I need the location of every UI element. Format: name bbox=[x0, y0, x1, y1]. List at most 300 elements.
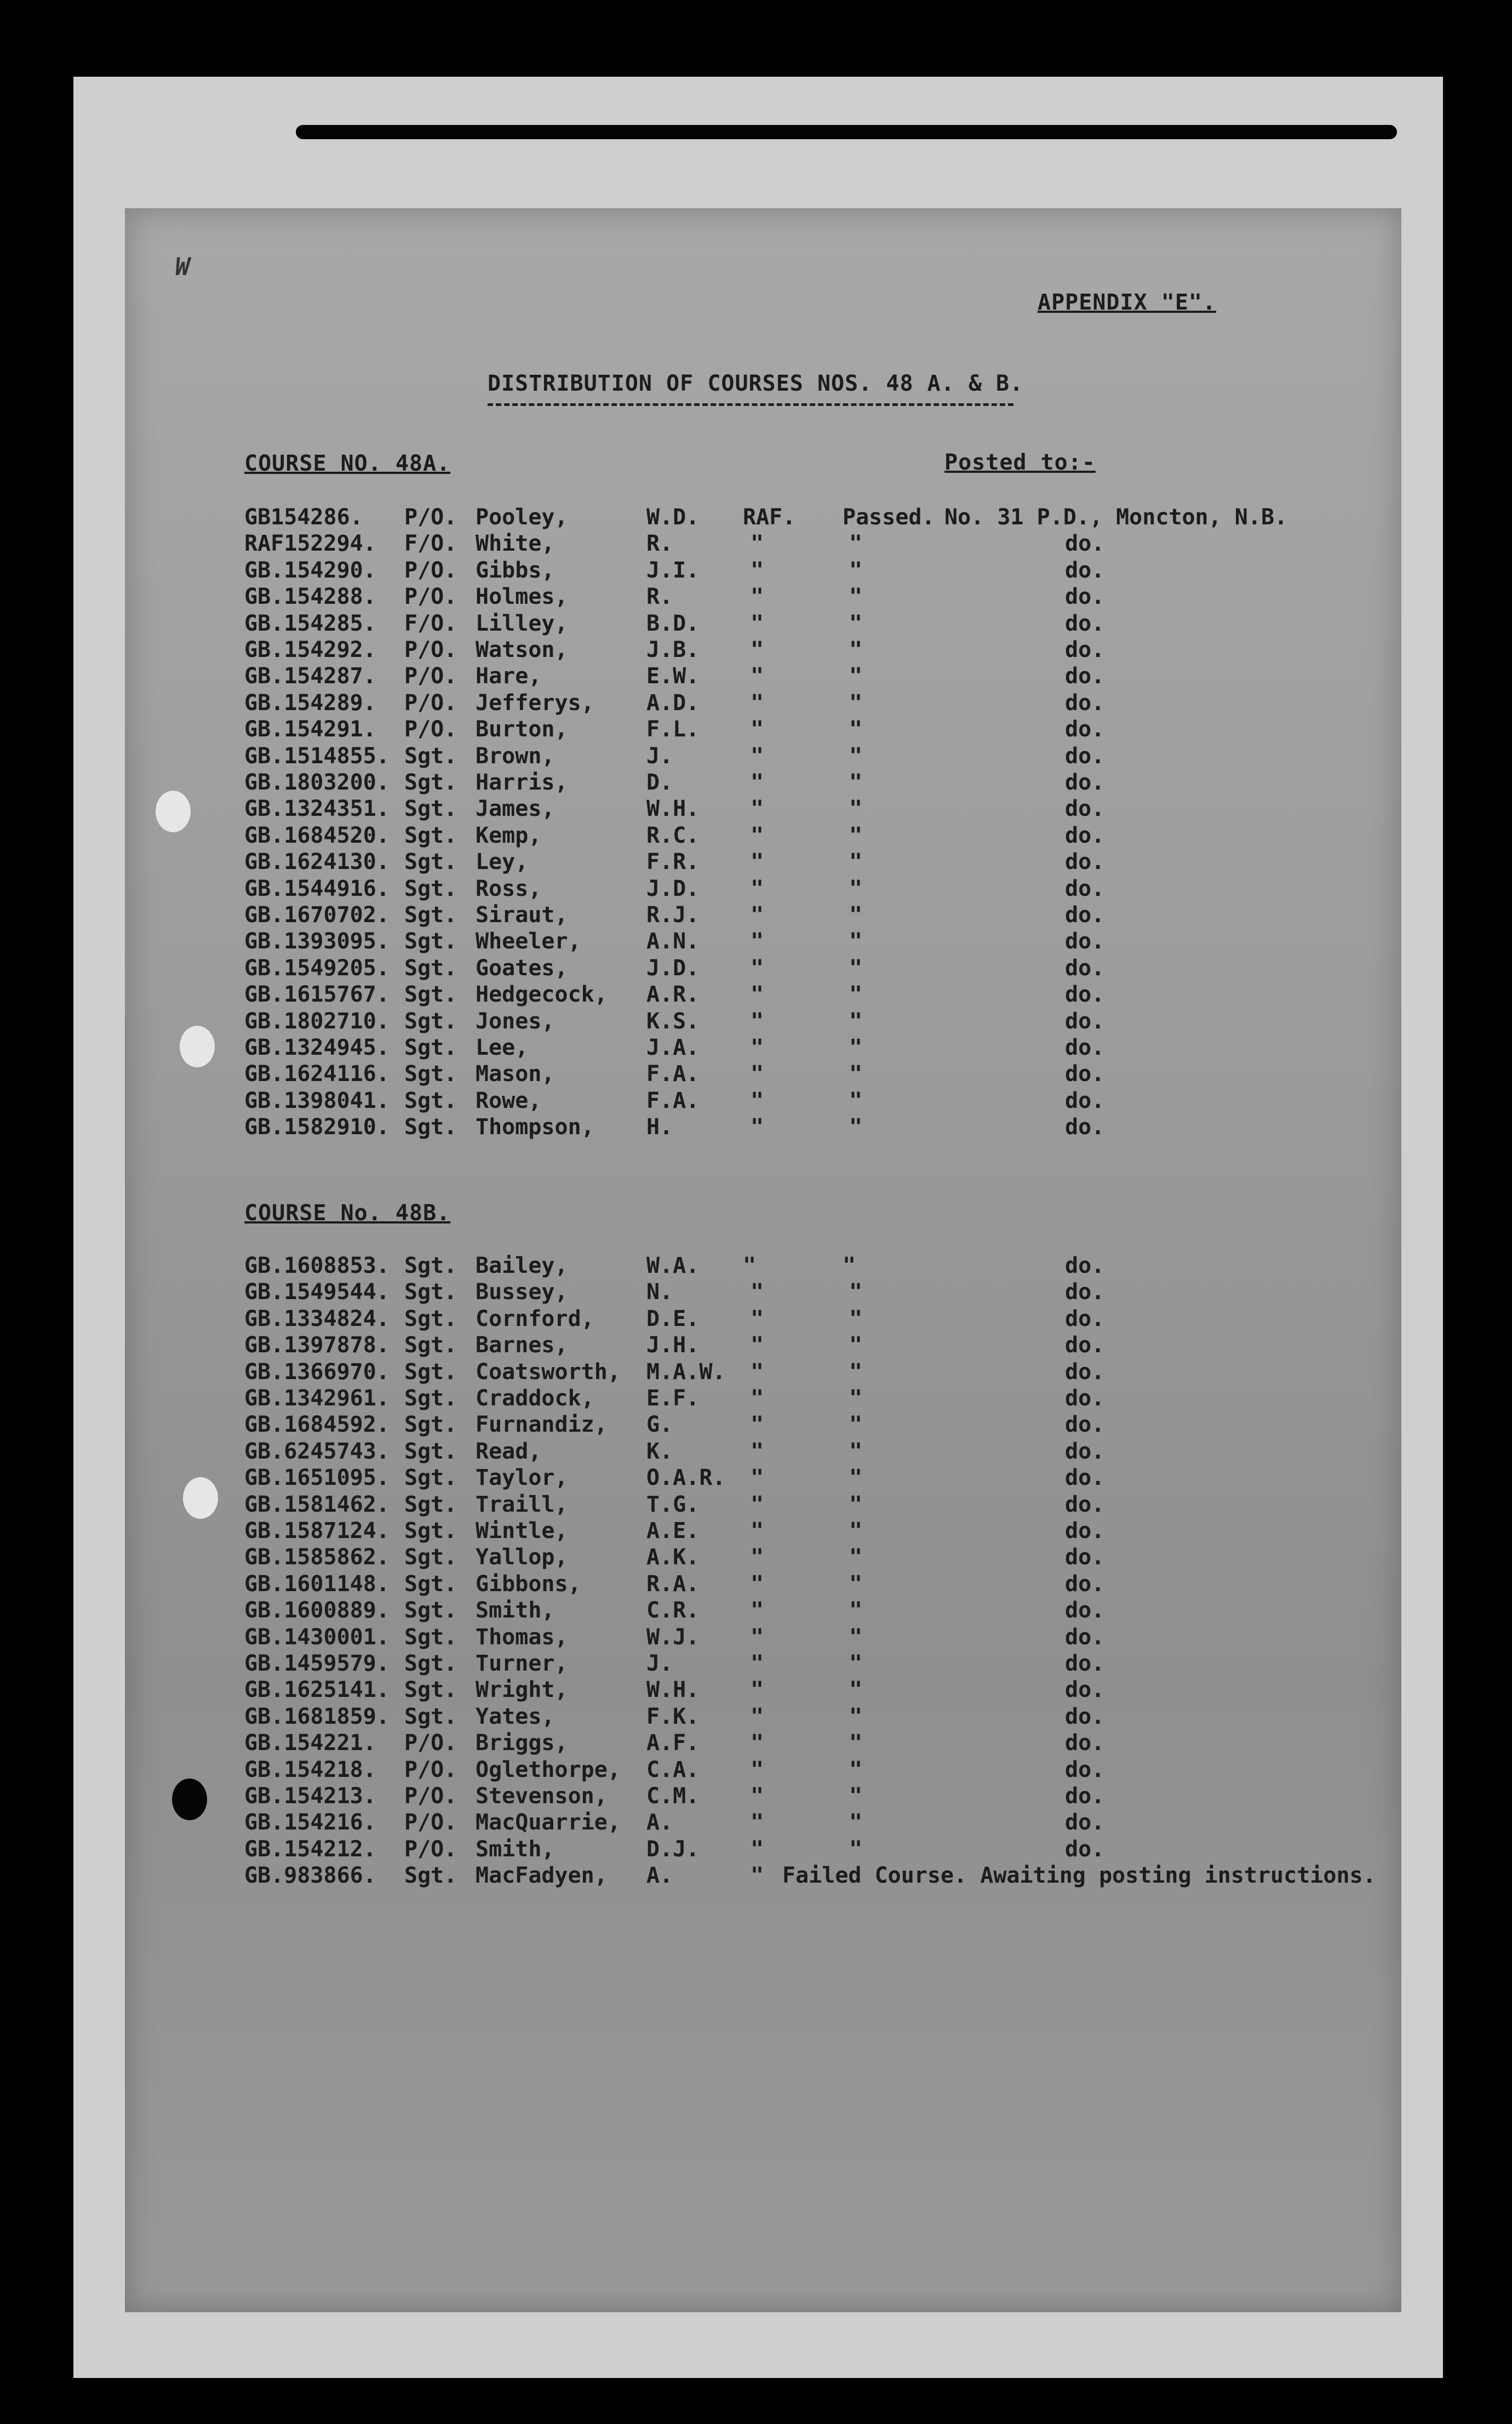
initials-cell: R.J. bbox=[646, 902, 700, 928]
service-cell: " bbox=[751, 584, 764, 610]
name-cell: Furnandiz, bbox=[476, 1412, 608, 1438]
result-cell: " bbox=[849, 1114, 863, 1140]
posted-cell: do. bbox=[1065, 902, 1105, 928]
rank-cell: Sgt. bbox=[404, 849, 457, 875]
result-cell: " bbox=[849, 743, 863, 769]
service-cell: " bbox=[751, 982, 764, 1008]
table-row bbox=[125, 1359, 1401, 1385]
name-cell: Smith, bbox=[476, 1598, 555, 1623]
service-number: GB.1549205. bbox=[244, 955, 390, 981]
name-cell: Yallop, bbox=[476, 1545, 568, 1570]
service-number: GB.1651095. bbox=[244, 1465, 390, 1491]
posted-cell: do. bbox=[1065, 1545, 1105, 1570]
table-row bbox=[125, 1279, 1401, 1305]
result-cell: " bbox=[849, 1783, 863, 1809]
initials-cell: A.F. bbox=[646, 1730, 700, 1756]
posted-cell: do. bbox=[1065, 637, 1105, 662]
initials-cell: A.D. bbox=[646, 690, 700, 716]
result-cell: " bbox=[849, 876, 863, 901]
posted-cell: do. bbox=[1065, 1253, 1105, 1278]
posted-cell: do. bbox=[1065, 1651, 1105, 1676]
service-cell: " bbox=[751, 1491, 764, 1517]
posted-cell: do. bbox=[1065, 1438, 1105, 1464]
posted-cell: do. bbox=[1065, 1757, 1105, 1782]
failed-row bbox=[125, 1862, 1401, 1889]
table-row bbox=[125, 928, 1401, 954]
result-cell: " bbox=[849, 1836, 863, 1862]
result-cell: " bbox=[849, 664, 863, 689]
document-page bbox=[125, 208, 1401, 2312]
name-cell: Holmes, bbox=[476, 584, 568, 610]
service-number: GB.1430001. bbox=[244, 1624, 390, 1650]
service-number: GB.1544916. bbox=[244, 876, 390, 901]
table-row bbox=[125, 822, 1401, 849]
table-row bbox=[125, 1385, 1401, 1411]
service-number: GB.154221. bbox=[244, 1730, 376, 1756]
posted-cell: do. bbox=[1065, 1412, 1105, 1438]
initials-cell: A.E. bbox=[646, 1518, 700, 1543]
table-row bbox=[125, 743, 1401, 769]
service-cell: " bbox=[751, 664, 764, 689]
result-cell: " bbox=[849, 717, 863, 742]
title-underline bbox=[488, 403, 1013, 406]
name-cell: Turner, bbox=[476, 1651, 568, 1676]
table-row bbox=[125, 610, 1401, 637]
posted-cell: do. bbox=[1065, 717, 1105, 742]
result-cell: " bbox=[849, 1757, 863, 1782]
result-cell: " bbox=[849, 1359, 863, 1385]
posted-cell: do. bbox=[1065, 1306, 1105, 1331]
initials-cell: G. bbox=[646, 1412, 673, 1438]
table-row bbox=[125, 1061, 1401, 1087]
name-cell: Siraut, bbox=[476, 902, 568, 928]
rank-cell: Sgt. bbox=[404, 743, 457, 769]
result-cell: " bbox=[849, 796, 863, 822]
service-cell: " bbox=[743, 1253, 757, 1278]
posted-cell: do. bbox=[1065, 1491, 1105, 1517]
table-row bbox=[125, 504, 1401, 530]
posted-cell: do. bbox=[1065, 1279, 1105, 1305]
table-row bbox=[125, 637, 1401, 663]
name-cell: Mason, bbox=[476, 1061, 555, 1087]
initials-cell: M.A.W. bbox=[646, 1359, 726, 1385]
service-cell: " bbox=[751, 717, 764, 742]
service-cell: " bbox=[751, 743, 764, 769]
name-cell: Thomas, bbox=[476, 1624, 568, 1650]
remark-cell: Failed Course. Awaiting posting instructions. bbox=[782, 1863, 1376, 1889]
posted-cell: do. bbox=[1065, 1008, 1105, 1034]
service-number: GB.1601148. bbox=[244, 1571, 390, 1597]
service-cell: " bbox=[751, 1571, 764, 1597]
initials-cell: J.A. bbox=[646, 1035, 700, 1060]
rank-cell: Sgt. bbox=[404, 1061, 457, 1087]
initials-cell: C.A. bbox=[646, 1757, 700, 1782]
table-row bbox=[125, 1332, 1401, 1358]
name-cell: Read, bbox=[476, 1438, 542, 1464]
result-cell: " bbox=[849, 1035, 863, 1060]
posted-cell: do. bbox=[1065, 849, 1105, 875]
table-row bbox=[125, 955, 1401, 981]
posted-cell: do. bbox=[1065, 982, 1105, 1008]
service-number: GB.1684592. bbox=[244, 1412, 390, 1438]
name-cell: Brown, bbox=[476, 743, 555, 769]
initials-cell: F.L. bbox=[646, 717, 700, 742]
table-row bbox=[125, 1597, 1401, 1623]
service-cell: " bbox=[751, 876, 764, 901]
posted-cell: do. bbox=[1065, 1783, 1105, 1809]
name-cell: Wintle, bbox=[476, 1518, 568, 1543]
table-row bbox=[125, 1306, 1401, 1332]
result-cell: " bbox=[849, 1703, 863, 1729]
initials-cell: W.D. bbox=[646, 505, 700, 530]
name-cell: Barnes, bbox=[476, 1333, 568, 1358]
rank-cell: Sgt. bbox=[404, 1677, 457, 1703]
name-cell: Oglethorpe, bbox=[476, 1757, 621, 1782]
name-cell: Ley, bbox=[476, 849, 529, 875]
table-row bbox=[125, 849, 1401, 875]
initials-cell: C.R. bbox=[646, 1598, 700, 1623]
service-cell: " bbox=[751, 1088, 764, 1113]
service-cell: " bbox=[751, 929, 764, 954]
result-cell: " bbox=[849, 1598, 863, 1623]
name-cell: Rowe, bbox=[476, 1088, 542, 1113]
service-cell: " bbox=[751, 770, 764, 795]
posted-cell: do. bbox=[1065, 1571, 1105, 1597]
service-number: GB154286. bbox=[244, 505, 363, 530]
posted-cell: do. bbox=[1065, 1598, 1105, 1623]
service-number: GB.154291. bbox=[244, 717, 376, 742]
table-row bbox=[125, 1518, 1401, 1544]
service-number: GB.154290. bbox=[244, 557, 376, 583]
posted-cell: do. bbox=[1065, 1677, 1105, 1703]
table-row bbox=[125, 716, 1401, 742]
service-number: GB.154287. bbox=[244, 664, 376, 689]
result-cell: " bbox=[849, 1306, 863, 1331]
initials-cell: A. bbox=[646, 1863, 673, 1889]
service-cell: " bbox=[751, 849, 764, 875]
posted-cell: do. bbox=[1065, 1810, 1105, 1836]
initials-cell: E.W. bbox=[646, 664, 700, 689]
service-cell: " bbox=[751, 1624, 764, 1650]
service-number: GB.1581462. bbox=[244, 1491, 390, 1517]
posted-cell: do. bbox=[1065, 743, 1105, 769]
rank-cell: Sgt. bbox=[404, 1333, 457, 1358]
service-number: GB.1334824. bbox=[244, 1306, 390, 1331]
rank-cell: P/O. bbox=[404, 1783, 457, 1809]
name-cell: Ross, bbox=[476, 876, 542, 901]
service-cell: RAF. bbox=[743, 505, 796, 530]
table-row bbox=[125, 663, 1401, 689]
result-cell: " bbox=[849, 1412, 863, 1438]
initials-cell: R. bbox=[646, 584, 673, 610]
service-cell: " bbox=[751, 1438, 764, 1464]
table-row bbox=[125, 557, 1401, 584]
result-cell: " bbox=[849, 557, 863, 583]
rank-cell: Sgt. bbox=[404, 1035, 457, 1060]
posted-cell: do. bbox=[1065, 1518, 1105, 1543]
table-row bbox=[125, 1438, 1401, 1465]
service-number: GB.1324945. bbox=[244, 1035, 390, 1060]
posted-cell: do. bbox=[1065, 1114, 1105, 1140]
posted-cell: do. bbox=[1065, 584, 1105, 610]
initials-cell: R.C. bbox=[646, 822, 700, 848]
initials-cell: E.F. bbox=[646, 1386, 700, 1411]
service-number: GB.1342961. bbox=[244, 1386, 390, 1411]
rank-cell: Sgt. bbox=[404, 1008, 457, 1034]
posted-cell: do. bbox=[1065, 1624, 1105, 1650]
name-cell: Taylor, bbox=[476, 1465, 568, 1491]
name-cell: Goates, bbox=[476, 955, 568, 981]
posted-cell: do. bbox=[1065, 1386, 1105, 1411]
initials-cell: W.H. bbox=[646, 796, 700, 822]
posted-cell: do. bbox=[1065, 876, 1105, 901]
rank-cell: P/O. bbox=[404, 1836, 457, 1862]
service-number: GB.1324351. bbox=[244, 796, 390, 822]
result-cell: Passed. bbox=[843, 505, 935, 530]
posted-cell: do. bbox=[1065, 1359, 1105, 1385]
result-cell: " bbox=[849, 1465, 863, 1491]
rank-cell: Sgt. bbox=[404, 1088, 457, 1113]
table-row bbox=[125, 530, 1401, 557]
name-cell: Briggs, bbox=[476, 1730, 568, 1756]
initials-cell: B.D. bbox=[646, 610, 700, 636]
result-cell: " bbox=[849, 982, 863, 1008]
name-cell: Coatsworth, bbox=[476, 1359, 621, 1385]
service-number: GB.154218. bbox=[244, 1757, 376, 1782]
result-cell: " bbox=[849, 1491, 863, 1517]
name-cell: White, bbox=[476, 531, 555, 557]
initials-cell: F.A. bbox=[646, 1088, 700, 1113]
initials-cell: R. bbox=[646, 531, 673, 557]
name-cell: James, bbox=[476, 796, 555, 822]
initials-cell: F.R. bbox=[646, 849, 700, 875]
name-cell: Lee, bbox=[476, 1035, 529, 1060]
rank-cell: Sgt. bbox=[404, 982, 457, 1008]
initials-cell: N. bbox=[646, 1279, 673, 1305]
table-row bbox=[125, 769, 1401, 796]
service-number: GB.1398041. bbox=[244, 1088, 390, 1113]
result-cell: " bbox=[849, 955, 863, 981]
table-row bbox=[125, 1114, 1401, 1140]
posted-cell: do. bbox=[1065, 557, 1105, 583]
service-cell: " bbox=[751, 1836, 764, 1862]
posted-cell: do. bbox=[1065, 796, 1105, 822]
service-cell: " bbox=[751, 1114, 764, 1140]
rank-cell: Sgt. bbox=[404, 1491, 457, 1517]
service-cell: " bbox=[751, 1279, 764, 1305]
table-row bbox=[125, 902, 1401, 928]
table-row bbox=[125, 1783, 1401, 1809]
service-cell: " bbox=[751, 955, 764, 981]
service-number: GB.1670702. bbox=[244, 902, 390, 928]
name-cell: Burton, bbox=[476, 717, 568, 742]
service-number: GB.1625141. bbox=[244, 1677, 390, 1703]
service-cell: " bbox=[751, 1306, 764, 1331]
service-number: GB.1587124. bbox=[244, 1518, 390, 1543]
service-number: RAF152294. bbox=[244, 531, 376, 557]
rank-cell: Sgt. bbox=[404, 1518, 457, 1543]
table-row bbox=[125, 876, 1401, 902]
result-cell: " bbox=[849, 610, 863, 636]
initials-cell: J. bbox=[646, 743, 673, 769]
rank-cell: Sgt. bbox=[404, 1651, 457, 1676]
table-row bbox=[125, 981, 1401, 1008]
name-cell: Cornford, bbox=[476, 1306, 594, 1331]
service-cell: " bbox=[751, 1730, 764, 1756]
initials-cell: W.J. bbox=[646, 1624, 700, 1650]
name-cell: Kemp, bbox=[476, 822, 542, 848]
service-cell: " bbox=[751, 610, 764, 636]
table-row bbox=[125, 1757, 1401, 1783]
result-cell: " bbox=[849, 902, 863, 928]
service-number: GB.154285. bbox=[244, 610, 376, 636]
rank-cell: Sgt. bbox=[404, 902, 457, 928]
service-cell: " bbox=[751, 1651, 764, 1676]
service-cell: " bbox=[751, 1359, 764, 1385]
initials-cell: A.N. bbox=[646, 929, 700, 954]
result-cell: " bbox=[849, 1088, 863, 1113]
service-number: GB.154213. bbox=[244, 1783, 376, 1809]
result-cell: " bbox=[849, 1386, 863, 1411]
result-cell: " bbox=[843, 1253, 856, 1278]
service-number: GB.1549544. bbox=[244, 1279, 390, 1305]
initials-cell: C.M. bbox=[646, 1783, 700, 1809]
result-cell: " bbox=[849, 1624, 863, 1650]
service-number: GB.154292. bbox=[244, 637, 376, 662]
service-number: GB.1684520. bbox=[244, 822, 390, 848]
result-cell: " bbox=[849, 1008, 863, 1034]
result-cell: " bbox=[849, 1651, 863, 1676]
service-number: GB.1608853. bbox=[244, 1253, 390, 1278]
table-row bbox=[125, 1571, 1401, 1597]
rank-cell: F/O. bbox=[404, 531, 457, 557]
result-cell: " bbox=[849, 690, 863, 716]
rank-cell: Sgt. bbox=[404, 1703, 457, 1729]
result-cell: " bbox=[849, 1518, 863, 1543]
name-cell: Thompson, bbox=[476, 1114, 594, 1140]
table-row bbox=[125, 1465, 1401, 1491]
result-cell: " bbox=[849, 584, 863, 610]
result-cell: " bbox=[849, 822, 863, 848]
service-cell: " bbox=[751, 822, 764, 848]
service-number: GB.154216. bbox=[244, 1810, 376, 1836]
rank-cell: Sgt. bbox=[404, 1306, 457, 1331]
table-row bbox=[125, 1253, 1401, 1279]
name-cell: Stevenson, bbox=[476, 1783, 608, 1809]
rank-cell: Sgt. bbox=[404, 1465, 457, 1491]
name-cell: Gibbons, bbox=[476, 1571, 581, 1597]
rank-cell: P/O. bbox=[404, 717, 457, 742]
rank-cell: Sgt. bbox=[404, 955, 457, 981]
name-cell: Wheeler, bbox=[476, 929, 581, 954]
table-row bbox=[125, 1624, 1401, 1650]
service-cell: " bbox=[751, 1518, 764, 1543]
rank-cell: Sgt. bbox=[404, 1545, 457, 1570]
result-cell: " bbox=[849, 929, 863, 954]
service-cell: " bbox=[751, 690, 764, 716]
initials-cell: K.S. bbox=[646, 1008, 700, 1034]
result-cell: " bbox=[849, 1438, 863, 1464]
rank-cell: P/O. bbox=[404, 1730, 457, 1756]
service-cell: " bbox=[751, 1677, 764, 1703]
table-row bbox=[125, 1411, 1401, 1438]
rank-cell: Sgt. bbox=[404, 1386, 457, 1411]
initials-cell: K. bbox=[646, 1438, 673, 1464]
posted-cell: do. bbox=[1065, 1730, 1105, 1756]
posted-cell: do. bbox=[1065, 1035, 1105, 1060]
service-number: GB.6245743. bbox=[244, 1438, 390, 1464]
service-number: GB.1459579. bbox=[244, 1651, 390, 1676]
initials-cell: D.E. bbox=[646, 1306, 700, 1331]
rank-cell: Sgt. bbox=[404, 1279, 457, 1305]
service-cell: " bbox=[751, 531, 764, 557]
service-cell: " bbox=[751, 1412, 764, 1438]
rank-cell: Sgt. bbox=[404, 1598, 457, 1623]
service-number: GB.154212. bbox=[244, 1836, 376, 1862]
posted-cell: do. bbox=[1065, 664, 1105, 689]
rank-cell: Sgt. bbox=[404, 1438, 457, 1464]
name-cell: Watson, bbox=[476, 637, 568, 662]
initials-cell: D.J. bbox=[646, 1836, 700, 1862]
posted-cell: No. 31 P.D., Moncton, N.B. bbox=[944, 505, 1288, 530]
initials-cell: O.A.R. bbox=[646, 1465, 726, 1491]
result-cell: " bbox=[849, 1677, 863, 1703]
result-cell: " bbox=[849, 770, 863, 795]
posted-cell: do. bbox=[1065, 1088, 1105, 1113]
table-row bbox=[125, 584, 1401, 610]
initials-cell: A. bbox=[646, 1810, 673, 1836]
name-cell: MacQuarrie, bbox=[476, 1810, 621, 1836]
result-cell: " bbox=[849, 531, 863, 557]
service-number: GB.1514855. bbox=[244, 743, 390, 769]
service-cell: " bbox=[751, 1598, 764, 1623]
result-cell: " bbox=[849, 1571, 863, 1597]
posted-cell: do. bbox=[1065, 1465, 1105, 1491]
service-cell: " bbox=[751, 1757, 764, 1782]
result-cell: " bbox=[849, 1730, 863, 1756]
posted-cell: do. bbox=[1065, 690, 1105, 716]
initials-cell: A.R. bbox=[646, 982, 700, 1008]
posted-cell: do. bbox=[1065, 929, 1105, 954]
name-cell: Hare, bbox=[476, 664, 542, 689]
service-cell: " bbox=[751, 1545, 764, 1570]
binder-bar bbox=[296, 125, 1397, 139]
posted-to-heading: Posted to:- bbox=[944, 450, 1096, 475]
result-cell: " bbox=[849, 1333, 863, 1358]
service-number: GB.1624116. bbox=[244, 1061, 390, 1087]
initials-cell: W.H. bbox=[646, 1677, 700, 1703]
service-cell: " bbox=[751, 1008, 764, 1034]
rank-cell: Sgt. bbox=[404, 1571, 457, 1597]
initials-cell: J.B. bbox=[646, 637, 700, 662]
pencil-mark: W bbox=[175, 253, 191, 281]
service-cell: " bbox=[751, 1465, 764, 1491]
result-cell: " bbox=[849, 637, 863, 662]
service-number: GB.1802710. bbox=[244, 1008, 390, 1034]
service-cell: " bbox=[751, 796, 764, 822]
posted-cell: do. bbox=[1065, 1061, 1105, 1087]
result-cell: " bbox=[849, 1810, 863, 1836]
result-cell: " bbox=[849, 1279, 863, 1305]
service-cell: " bbox=[751, 1863, 764, 1889]
table-row bbox=[125, 1491, 1401, 1518]
service-number: GB.983866. bbox=[244, 1863, 376, 1889]
service-cell: " bbox=[751, 902, 764, 928]
rank-cell: Sgt. bbox=[404, 1359, 457, 1385]
table-row bbox=[125, 1836, 1401, 1862]
rank-cell: Sgt. bbox=[404, 1412, 457, 1438]
service-number: GB.154288. bbox=[244, 584, 376, 610]
